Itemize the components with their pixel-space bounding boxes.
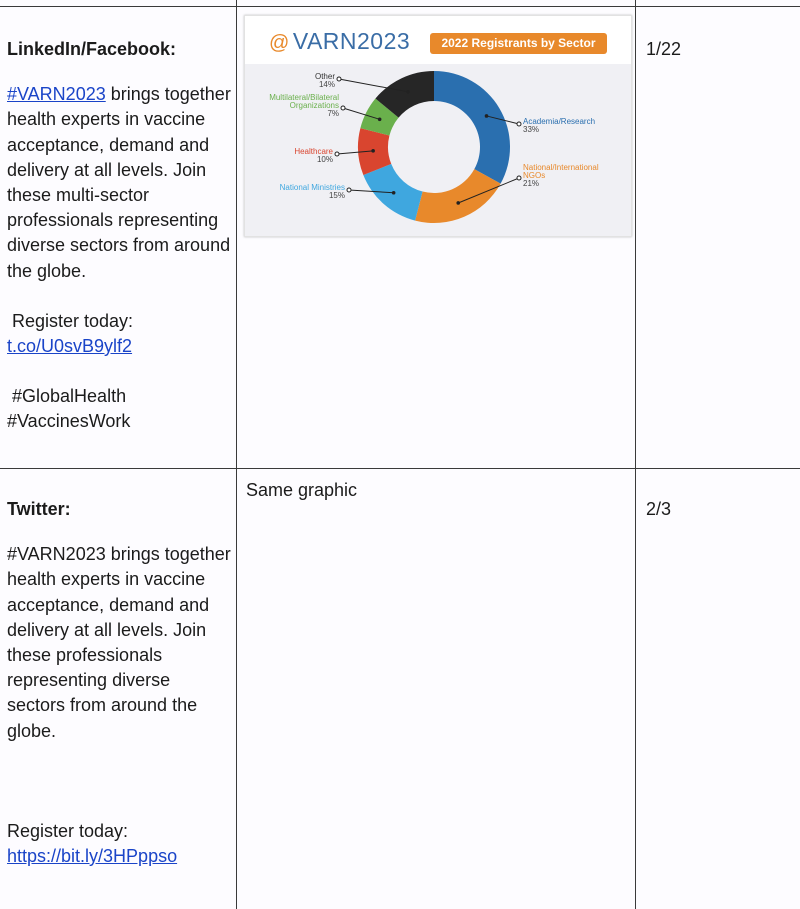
leader-dot — [392, 191, 396, 195]
register-link-twitter[interactable]: https://bit.ly/3HPppso — [7, 846, 178, 867]
post-cell-twitter — [7, 497, 231, 869]
register-link-linkedin[interactable]: t.co/U0svB9ylf2 — [7, 336, 133, 357]
slice-label: National Ministries 15% — [279, 183, 345, 200]
leader-dot — [371, 149, 375, 153]
leader-end-dot — [347, 188, 351, 192]
slice-label: Academia/Research 33% — [523, 117, 596, 134]
platform-label-twitter: Twitter: — [7, 499, 71, 519]
platform-label-linkedin: LinkedIn/Facebook: — [7, 39, 177, 59]
date-cell-twitter — [646, 497, 671, 522]
row-divider — [0, 468, 800, 469]
hashtag-vaccines-work: #VaccinesWork — [7, 411, 131, 432]
chart-title-banner: 2022 Registrants by Sector — [430, 33, 607, 54]
graphic-note-cell — [246, 478, 357, 503]
post-body-linkedin — [7, 82, 231, 284]
leader-end-dot — [337, 77, 341, 81]
leader-end-dot — [517, 176, 521, 180]
slice-label: Other 14% — [314, 72, 335, 89]
donut-slice-academia-research — [434, 71, 510, 184]
table-top-border — [0, 6, 800, 7]
slice-label: Healthcare 10% — [294, 147, 333, 164]
leader-dot — [406, 90, 410, 94]
post-date-linkedin: 1/22 — [646, 39, 682, 59]
leader-dot — [456, 201, 460, 205]
leader-end-dot — [517, 122, 521, 126]
donut-slice-national-international-ngos — [415, 169, 500, 223]
leader-dot — [378, 118, 382, 122]
column-divider-2 — [635, 0, 636, 909]
post-text: brings together health experts in vaccine acceptance, demand and delivery at all levels. Join these multi-sector professionals representing diverse sectors from around the globe. — [7, 84, 231, 281]
post-cell-linkedin — [7, 37, 231, 435]
hashtag-global-health: #GlobalHealth — [7, 386, 127, 407]
sector-donut-chart — [245, 16, 631, 236]
date-cell-linkedin — [646, 37, 681, 62]
leader-end-dot — [341, 106, 345, 110]
leader-dot — [485, 114, 489, 118]
column-divider-1 — [236, 0, 237, 909]
hashtag-link[interactable]: #VARN2023 — [7, 84, 106, 105]
graphic-note: Same graphic — [246, 480, 358, 500]
sector-graphic — [244, 15, 632, 237]
slice-label: Multilateral/Bilateral Organizations 7% — [269, 93, 339, 118]
logo-mark-icon: @ — [269, 32, 290, 54]
post-date-twitter: 2/3 — [646, 499, 672, 519]
register-label: Register today: — [7, 310, 134, 331]
slice-label: National/International NGOs 21% — [523, 163, 599, 188]
leader-end-dot — [335, 152, 339, 156]
register-label-twitter: Register today: — [7, 820, 129, 841]
logo-text: VARN2023 — [292, 28, 411, 54]
post-body-twitter: #VARN2023 brings together health experts in vaccine acceptance, demand and delivery at all levels. Join these professionals representing diverse sectors from around the globe. — [7, 544, 231, 741]
